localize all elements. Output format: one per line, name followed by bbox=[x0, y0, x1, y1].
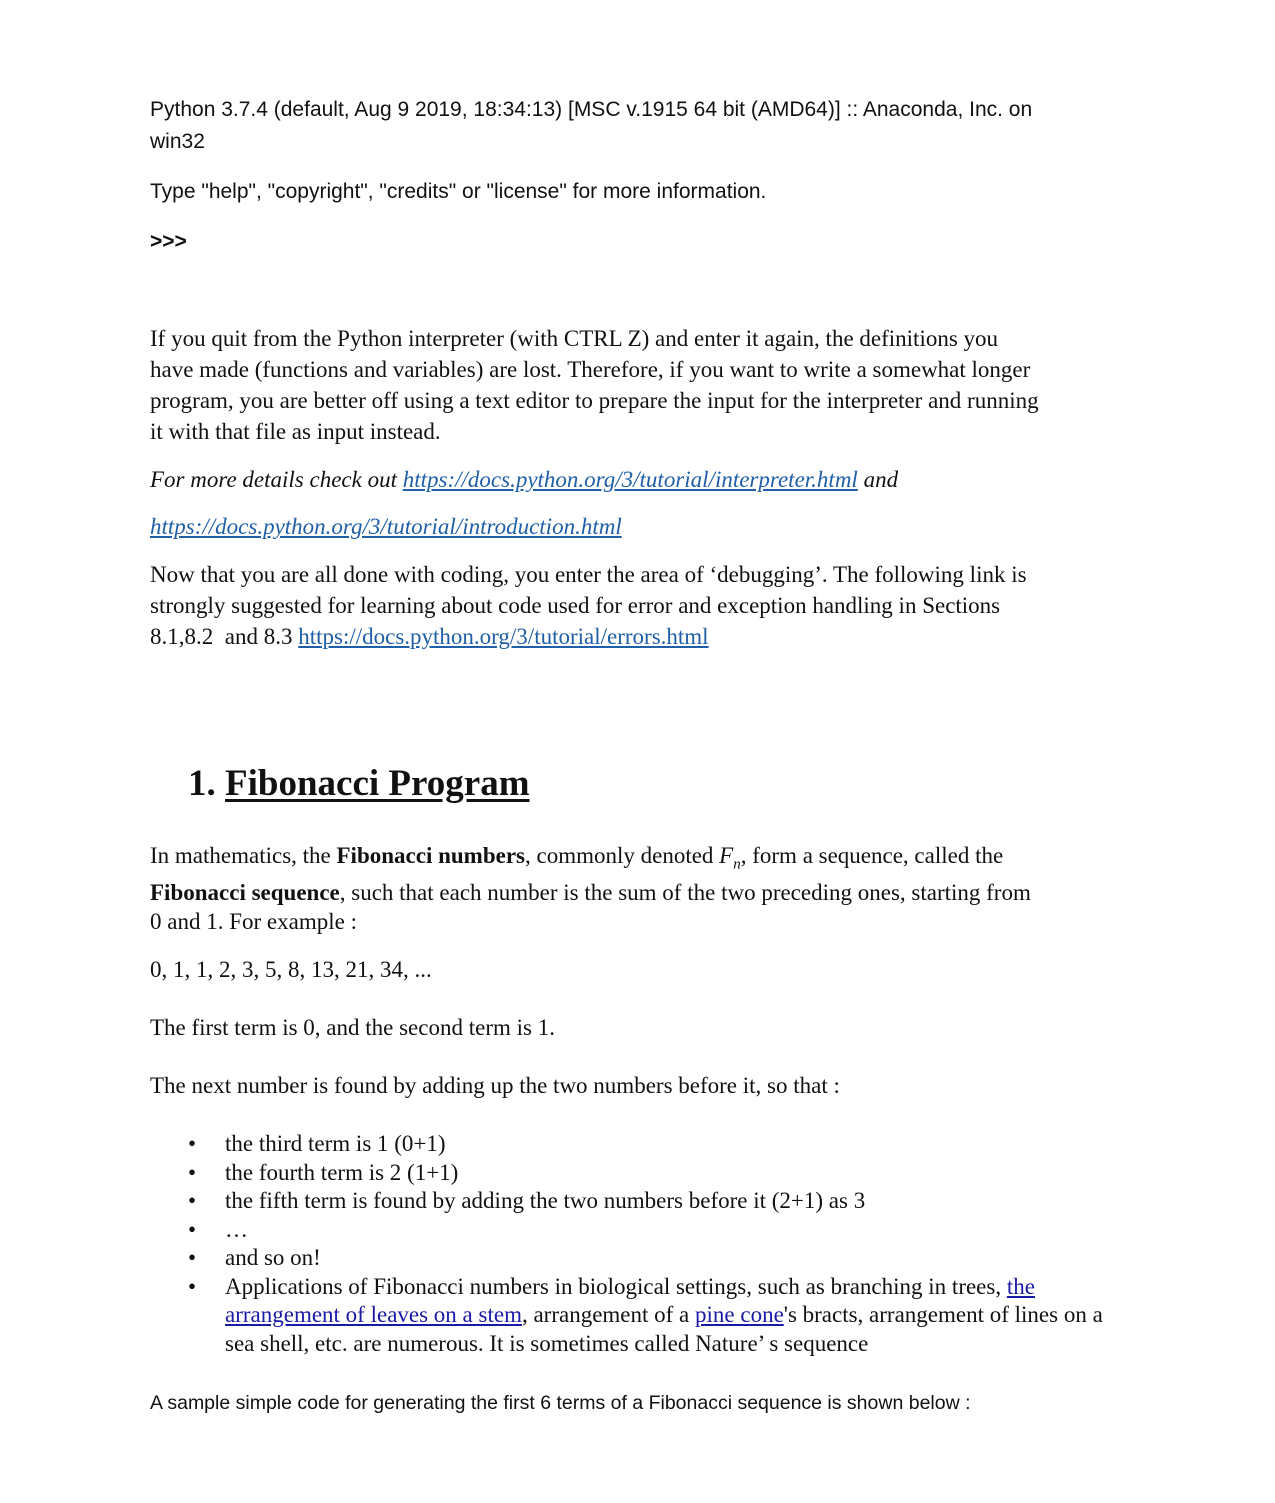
details-line bbox=[150, 464, 898, 495]
quit-line-4: it with that file as input instead. bbox=[150, 419, 441, 444]
fibonacci-intro-paragraph bbox=[150, 842, 1140, 936]
intro-fn-subscript: n bbox=[733, 856, 741, 873]
console-help-line: Type "help", "copyright", "credits" or "license" for more information. bbox=[150, 180, 767, 203]
debug-line-3 bbox=[150, 621, 1140, 652]
list-item bbox=[150, 1273, 1105, 1359]
intro-line-3: 0 and 1. For example : bbox=[150, 908, 357, 934]
next-number-sentence: The next number is found by adding up the two numbers before it, so that : bbox=[150, 1073, 840, 1098]
list-item bbox=[150, 1244, 1110, 1273]
intro-text-2: , commonly denoted bbox=[524, 843, 720, 868]
console-prompt: >>> bbox=[150, 230, 187, 253]
fibonacci-sequence-example: 0, 1, 1, 2, 3, 5, 8, 13, 21, 34, ... bbox=[150, 957, 432, 982]
errors-tutorial-link[interactable]: https://docs.python.org/3/tutorial/errors.html bbox=[298, 624, 709, 649]
details-prefix: For more details check out bbox=[150, 467, 403, 492]
quit-line-2: have made (functions and variables) are lost. Therefore, if you want to write a somewhat longer bbox=[150, 357, 1031, 382]
introduction-tutorial-link[interactable]: https://docs.python.org/3/tutorial/introduction.html bbox=[150, 514, 622, 539]
fibonacci-bullet-list bbox=[150, 1130, 1110, 1358]
intro-fn-symbol: F bbox=[719, 843, 734, 868]
intro-line-2 bbox=[150, 879, 1140, 908]
section-heading bbox=[188, 762, 530, 805]
bullet-icon: • bbox=[188, 1159, 197, 1185]
bullet-text: the fourth term is 2 (1+1) bbox=[225, 1159, 459, 1185]
bullet-text: and so on! bbox=[225, 1245, 321, 1270]
quit-line-1: If you quit from the Python interpreter (with CTRL Z) and enter it again, the definitions you bbox=[150, 326, 999, 351]
console-banner-line: Python 3.7.4 (default, Aug 9 2019, 18:34:13) [MSC v.1915 64 bit (AMD64)] :: Anaconda, Inc. on bbox=[150, 98, 1033, 121]
bullet-text: the fifth term is found by adding the two numbers before it (2+1) as 3 bbox=[225, 1188, 866, 1213]
list-item bbox=[150, 1187, 1110, 1216]
pine-cone-link[interactable]: pine cone bbox=[695, 1302, 784, 1327]
bullet-text: Applications of Fibonacci numbers in biological settings, such as branching in trees, bbox=[225, 1273, 1007, 1299]
bullet-icon: • bbox=[188, 1188, 197, 1213]
bullet-text: … bbox=[225, 1216, 248, 1242]
first-term-sentence: The first term is 0, and the second term is 1. bbox=[150, 1015, 555, 1040]
intro-bold-fibonacci-sequence: Fibonacci sequence bbox=[150, 880, 340, 906]
section-number: 1. bbox=[188, 763, 225, 804]
debug-paragraph bbox=[150, 559, 1140, 652]
intro-text-3: , form a sequence, called the bbox=[740, 843, 1004, 868]
intro-text-4: , such that each number is the sum of the two preceding ones, starting from bbox=[339, 880, 1031, 906]
bullet-icon: • bbox=[188, 1273, 197, 1299]
debug-line-2: strongly suggested for learning about code used for error and exception handling in Sections bbox=[150, 593, 1001, 618]
sample-code-note: A sample simple code for generating the first 6 terms of a Fibonacci sequence is shown below : bbox=[150, 1392, 971, 1414]
bullet-text-mid: , arrangement of a bbox=[521, 1302, 696, 1327]
console-banner-platform: win32 bbox=[150, 130, 205, 153]
list-item bbox=[150, 1159, 1110, 1188]
bullet-text: the third term is 1 (0+1) bbox=[225, 1131, 446, 1156]
quit-line-3: program, you are better off using a text editor to prepare the input for the interpreter and running bbox=[150, 388, 1039, 413]
intro-line-1 bbox=[150, 842, 1140, 879]
details-and: and bbox=[857, 467, 899, 492]
bullet-icon: • bbox=[188, 1245, 197, 1270]
section-title: Fibonacci Program bbox=[225, 763, 530, 804]
list-item bbox=[150, 1216, 1110, 1245]
debug-line-1: Now that you are all done with coding, you enter the area of ‘debugging’. The following link is bbox=[150, 562, 1027, 587]
debug-sections-text: 8.1,8.2 and 8.3 bbox=[150, 624, 299, 649]
leaves-arrangement-link[interactable]: the arrangement of leaves on a stem bbox=[225, 1273, 1035, 1327]
quit-paragraph bbox=[150, 323, 1140, 447]
details-line-2 bbox=[150, 511, 622, 542]
bullet-text-post: 's bracts, arrangement of lines on a sea shell, etc. are numerous. It is sometimes called Nature’ s sequence bbox=[225, 1302, 1103, 1356]
list-item bbox=[150, 1130, 1110, 1159]
intro-bold-fibonacci-numbers: Fibonacci numbers bbox=[336, 843, 525, 868]
bullet-icon: • bbox=[188, 1131, 197, 1156]
bullet-icon: • bbox=[188, 1216, 197, 1242]
intro-text-1: In mathematics, the bbox=[150, 843, 337, 868]
interpreter-tutorial-link[interactable]: https://docs.python.org/3/tutorial/interpreter.html bbox=[402, 467, 858, 492]
